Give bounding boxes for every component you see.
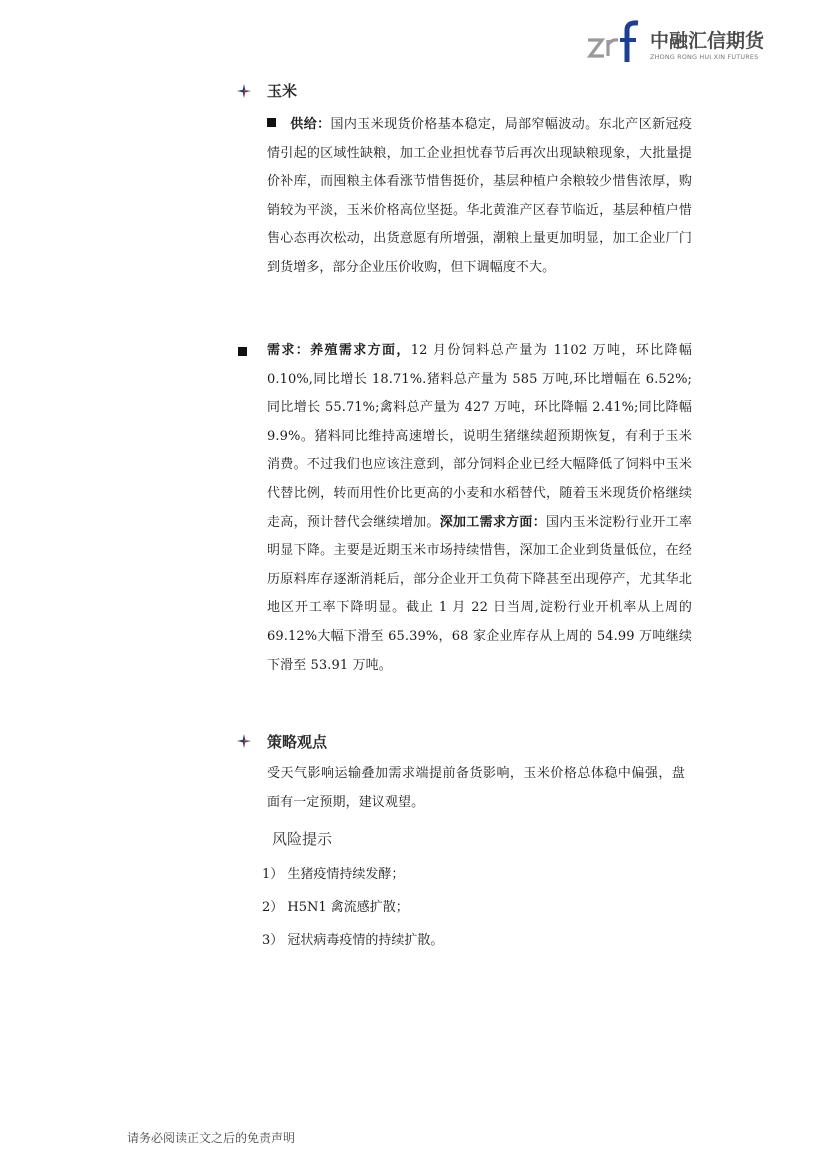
square-bullet-icon	[267, 118, 276, 127]
diamond-bullet-icon	[237, 84, 251, 98]
supply-paragraph	[267, 111, 692, 283]
company-name-cn: 中融汇信期货	[650, 30, 765, 52]
risk-item: 1） 生猪疫情持续发酵；	[262, 867, 405, 882]
company-name-en: ZHONG RONG HUI XIN FUTURES	[650, 53, 759, 61]
risk-item: 3） 冠状病毒疫情的持续扩散。	[262, 933, 444, 948]
section-title-corn: 玉米	[267, 82, 298, 100]
demand-text: 12 月份饲料总产量为 1102 万吨，环比降幅 0.10%,同比增长 18.71%.猪料总产量为 585 万吨,环比增幅在 6.52%;同比增长 55.71%;禽料总产量为 427 万吨，环比降幅 2.41%;同比降幅 9.9%。猪料同比维持高速增长，说明生猪继续超预期恢复，有利于玉米消费。不过我们也应该注意到，部分饲料企业已经大幅降低了饲料中玉米代替比例，转而用性价比更高的小麦和水稻替代，随着玉米现货价格继续走高，预计替代会继续增加。	[267, 343, 692, 530]
square-bullet-icon	[238, 347, 247, 356]
supply-label: 供给：	[290, 117, 331, 132]
diamond-bullet-icon	[237, 734, 251, 748]
strategy-paragraph: 受天气影响运输叠加需求端提前备货影响，玉米价格总体稳中偏强，盘面有一定预期，建议观望。	[267, 766, 685, 810]
zrf-logo-mark	[584, 18, 644, 66]
demand-label: 需求：养殖需求方面，	[267, 343, 411, 358]
company-logo	[584, 18, 784, 66]
section-title-risk: 风险提示	[272, 830, 333, 848]
disclaimer-footer: 请务必阅读正文之后的免责声明	[127, 1131, 296, 1145]
demand-paragraph	[267, 337, 692, 680]
risk-item: 2） H5N1 禽流感扩散；	[262, 900, 409, 915]
supply-text: 国内玉米现货价格基本稳定，局部窄幅波动。东北产区新冠疫情引起的区域性缺粮，加工企业担忧春节后再次出现缺粮现象，大批量提价补库，而囤粮主体看涨节惜售挺价，基层种植户余粮较少惜售浓厚，购销较为平淡，玉米价格高位坚挺。华北黄淮产区春节临近，基层种植户惜售心态再次松动，出货意愿有所增强，潮粮上量更加明显，加工企业厂门到货增多，部分企业压价收购，但下调幅度不大。	[267, 117, 692, 275]
deep-processing-label: 深加工需求方面：	[439, 514, 547, 530]
section-title-strategy: 策略观点	[267, 733, 328, 751]
deep-processing-text: 国内玉米淀粉行业开工率明显下降。主要是近期玉米市场持续惜售，深加工企业到货量低位，在经历原料库存逐渐消耗后，部分企业开工负荷下降甚至出现停产，尤其华北地区开工率下降明显。截止 1 月 22 日当周,淀粉行业开机率从上周的 69.12%大幅下滑至 65.39%，68 家企业库存从上周的 54.99 万吨继续下滑至 53.91 万吨。	[267, 514, 692, 673]
